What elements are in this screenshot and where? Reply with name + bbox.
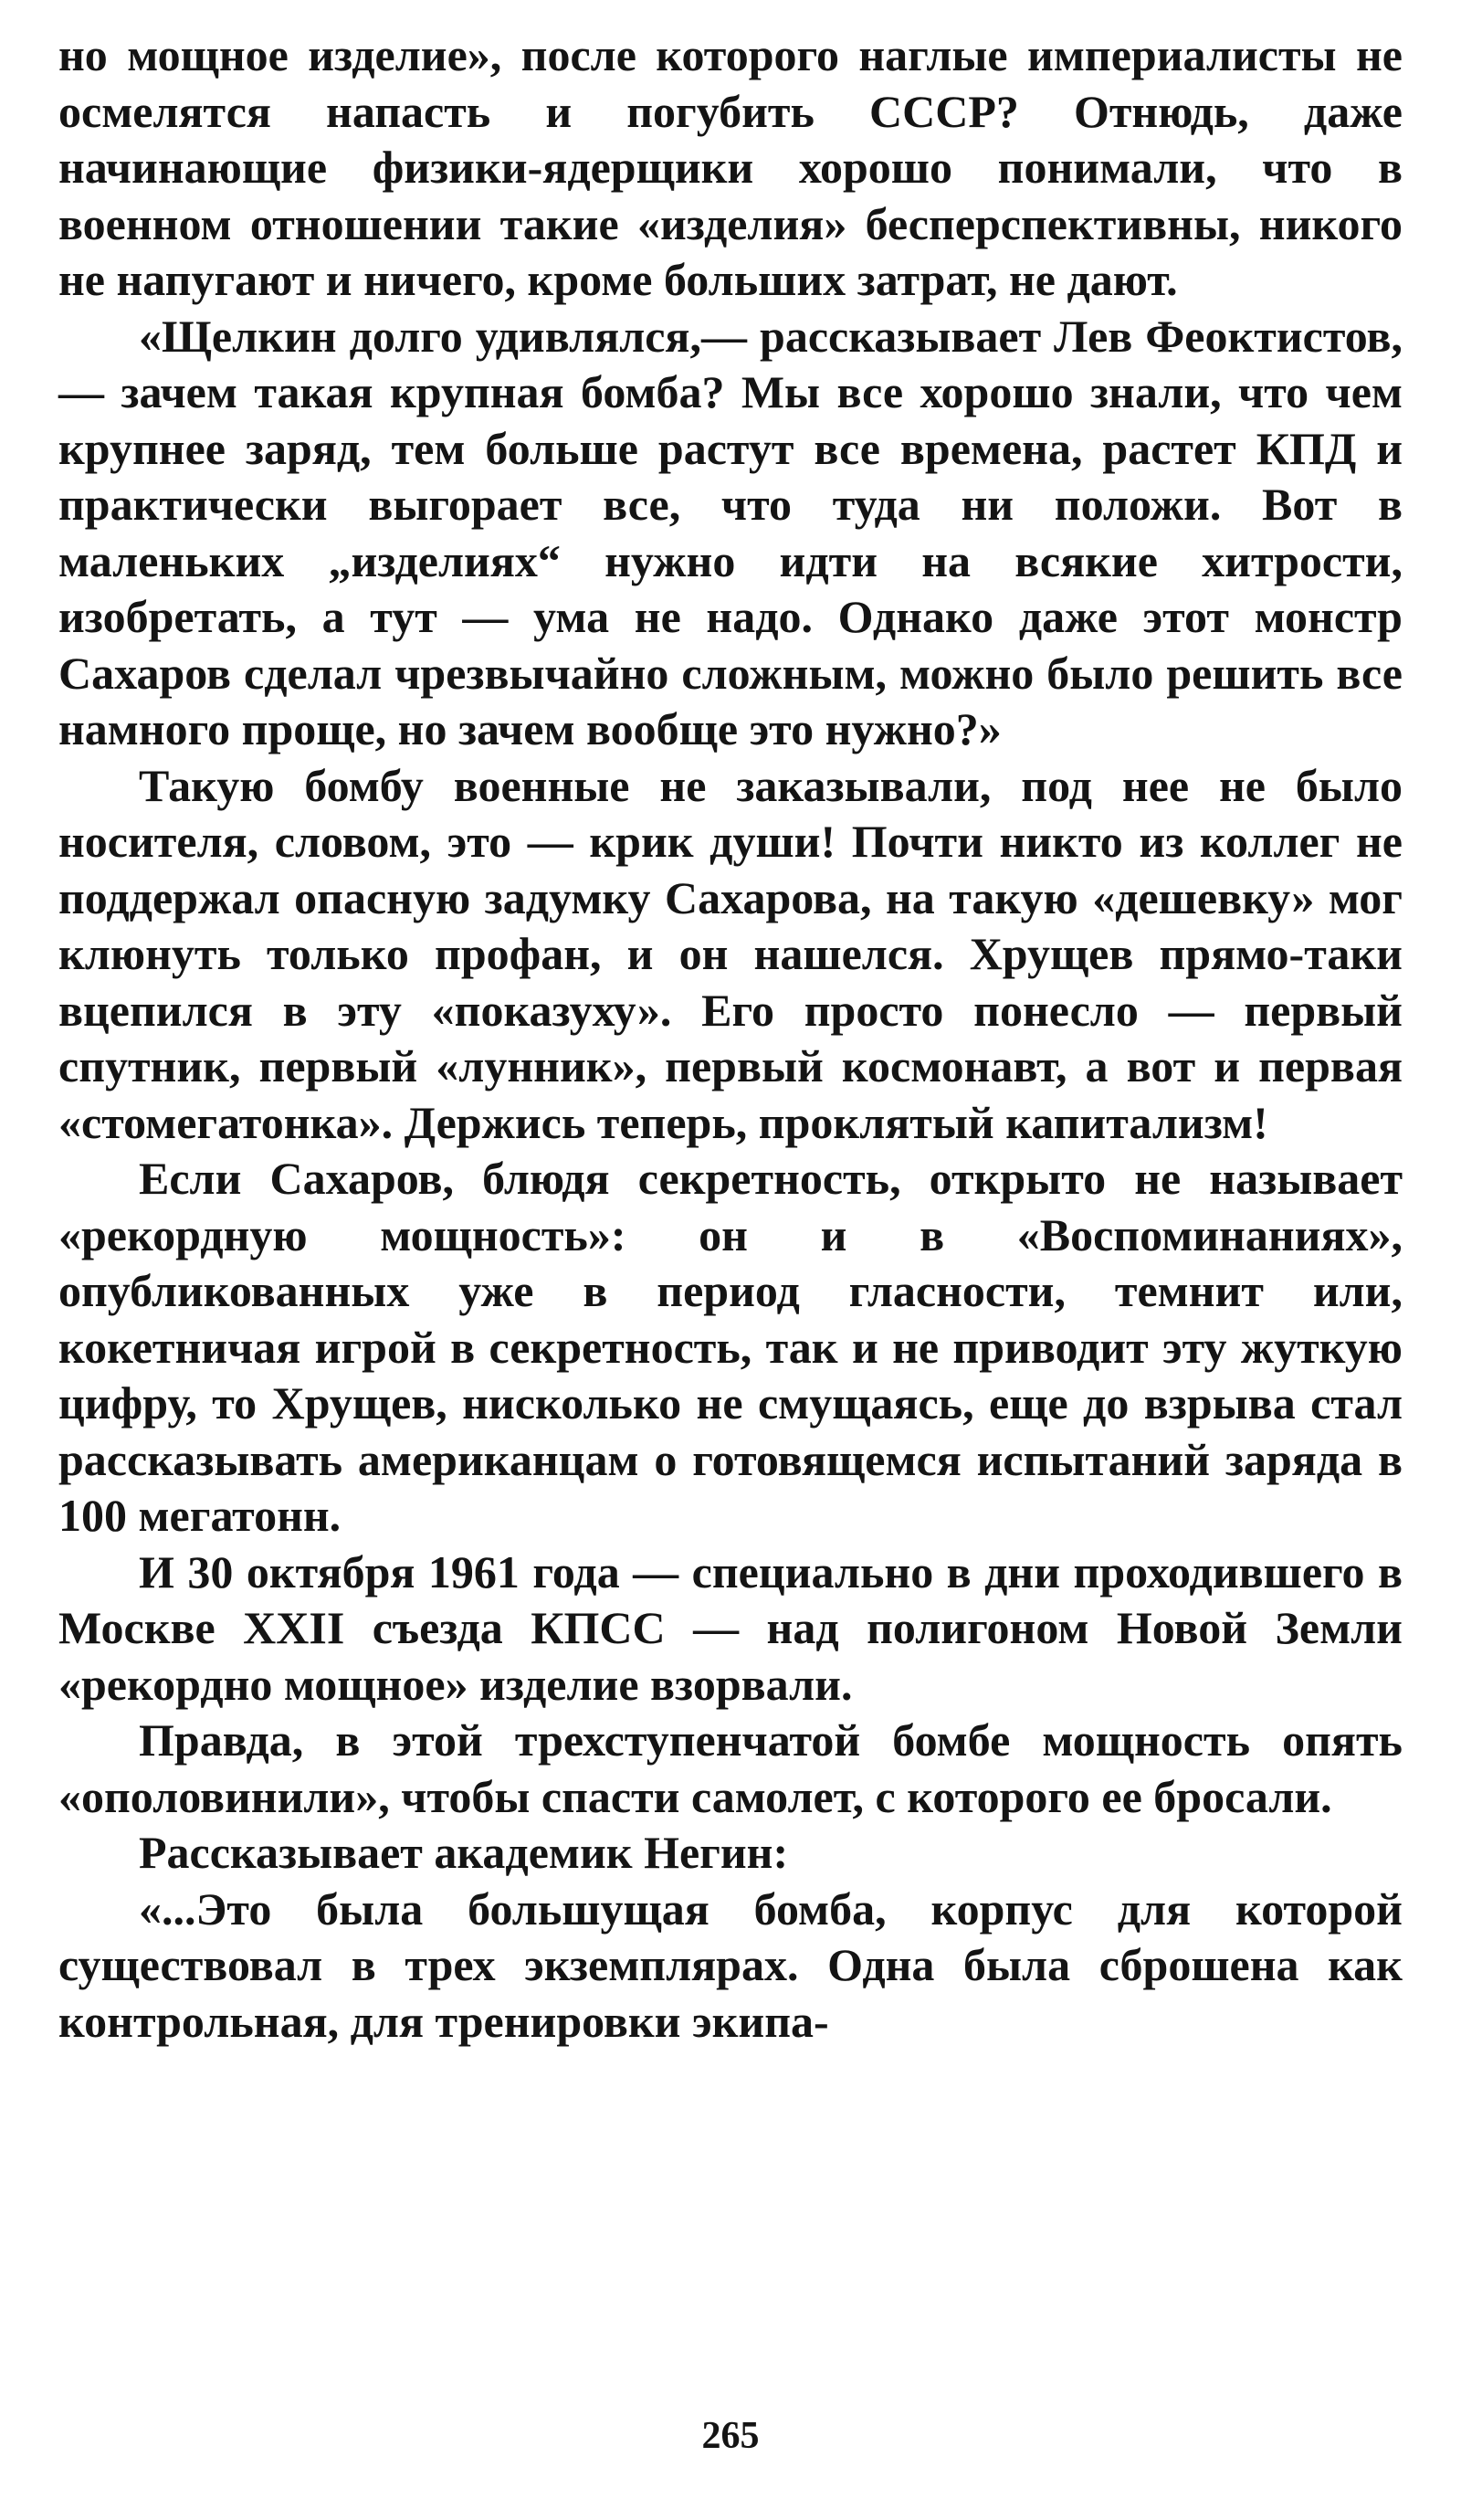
paragraph-7: Рассказывает академик Негин:: [139, 1827, 789, 1878]
paragraph-2: «Щелкин долго удивлялся,— рассказывает Лев Феоктистов,— зачем такая крупная бомба? Мы все хорошо знали, что чем крупнее заряд, тем больше растут все времена, растет КПД и практически выгорает все, что туда ни положи. Вот в маленьких „изделиях“ нужно идти на всякие хитрости, изобретать, а тут — ума не надо. Однако даже этот монстр Сахаров сделал чрезвычайно сложным, можно было решить все намного проще, но зачем вообще это нужно?»: [58, 310, 1403, 754]
paragraph-3: Такую бомбу военные не заказывали, под нее не было носителя, словом, это — крик души! Почти никто из коллег не поддержал опасную задумку Сахарова, на такую «дешевку» мог клюнуть только профан, и он нашелся. Хрущев прямо-таки вцепился в эту «показуху». Его просто понесло — первый спутник, первый «лунник», первый космонавт, а вот и первая «стомегатонка». Держись теперь, проклятый капитализм!: [58, 759, 1403, 1148]
paragraph-4: Если Сахаров, блюдя секретность, открыто не называет «рекордную мощность»: он и в «Воспоминаниях», опубликованных уже в период гласности, темнит или, кокетничая игрой в секретность, так и не приводит эту жуткую цифру, то Хрущев, нисколько не смущаясь, еще до взрыва стал рассказывать американцам о готовящемся испытаний заряда в 100 мегатонн.: [58, 1153, 1403, 1541]
page-text: [58, 27, 1403, 2050]
paragraph-5: И 30 октября 1961 года — специально в дни проходившего в Москве XXII съезда КПСС — над полигоном Новой Земли «рекордно мощное» изделие взорвали.: [58, 1545, 1403, 1710]
paragraph-6: Правда, в этой трехступенчатой бомбе мощность опять «ополовинили», чтобы спасти самолет, с которого ее бросали.: [58, 1714, 1403, 1822]
page-number: 265: [701, 2415, 760, 2457]
paragraph-8: «...Это была большущая бомба, корпус для которой существовал в трех экземплярах. Одна была сброшена как контрольная, для тренировки экипа-: [58, 1882, 1403, 2047]
paragraph-1: но мощное изделие», после которого наглые империалисты не осмелятся напасть и погубить СССР? Отнюдь, даже начинающие физики-ядерщики хорошо понимали, что в военном отношении такие «изделия» бесперспективны, никого не напугают и ничего, кроме больших затрат, не дают.: [58, 29, 1403, 305]
